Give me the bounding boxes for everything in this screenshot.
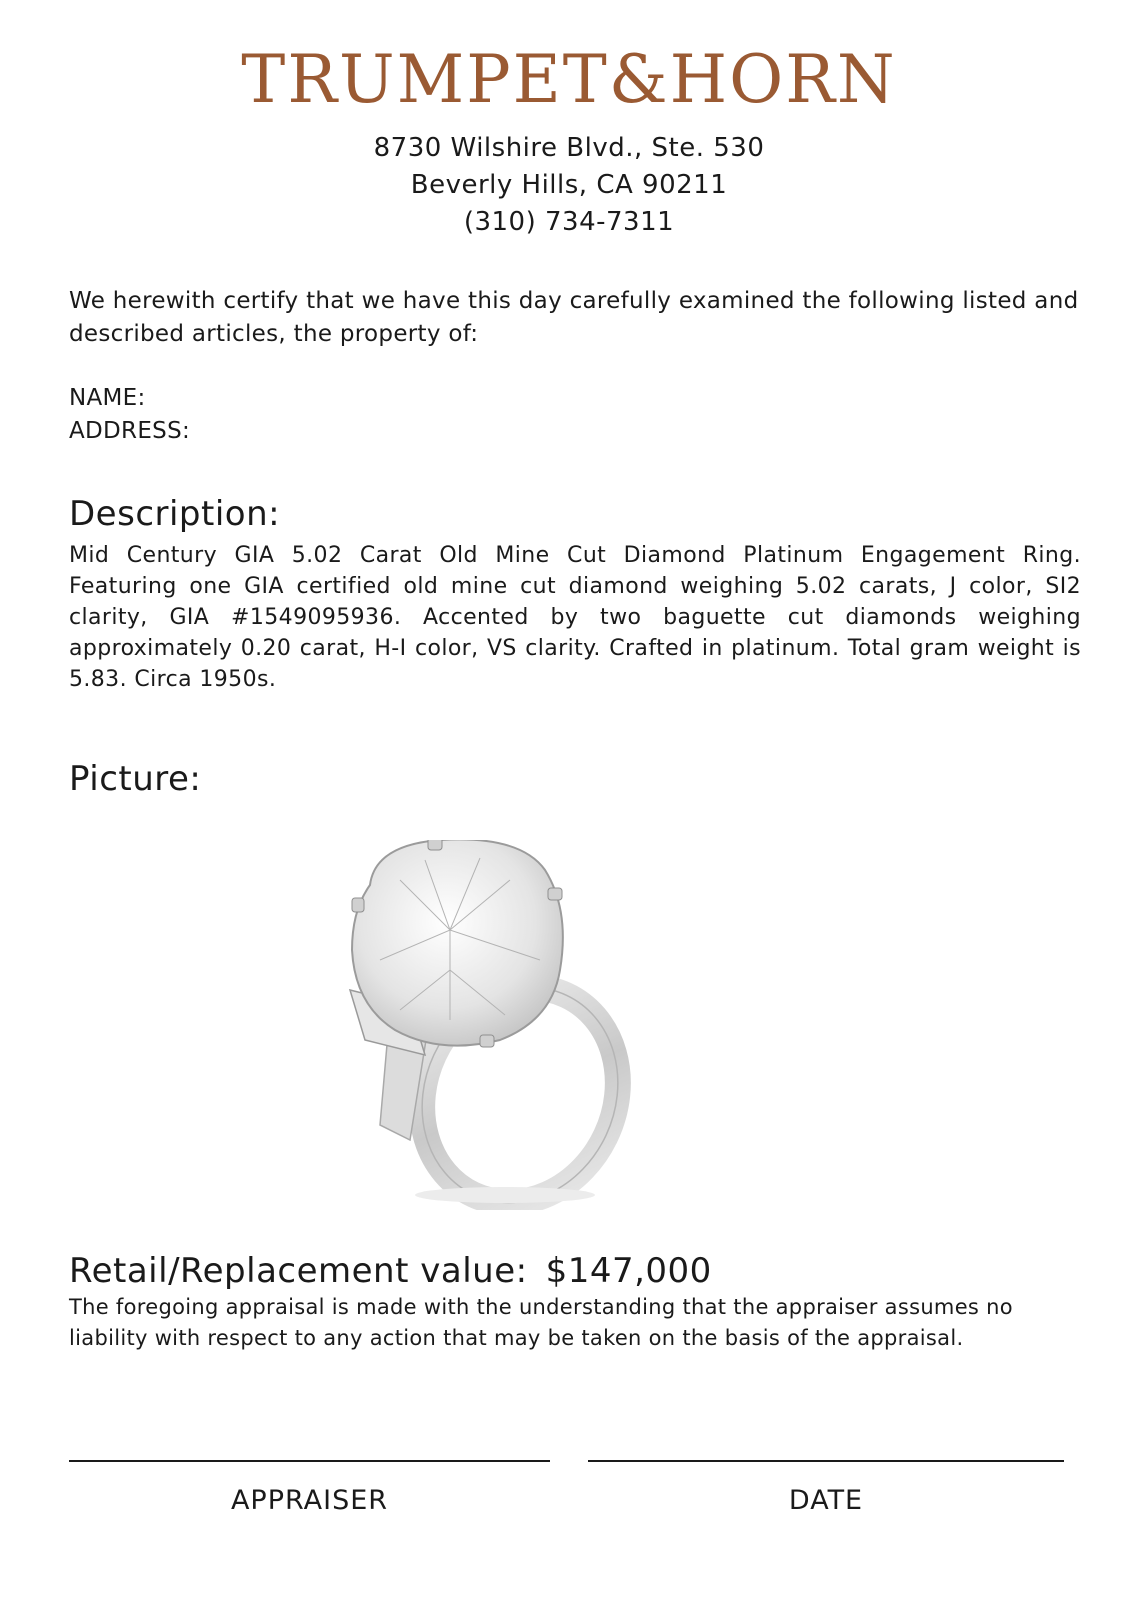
- description-heading: Description:: [69, 494, 281, 534]
- name-label: NAME:: [69, 385, 146, 411]
- brand-logo: TRUMPET&HORN: [241, 41, 897, 118]
- date-label: DATE: [788, 1485, 864, 1516]
- valuation-amount: $147,000: [545, 1251, 712, 1291]
- certification-intro: We herewith certify that we have this day carefully examined the following listed and described articles, the property of:: [69, 288, 1079, 347]
- description-text: Mid Century GIA 5.02 Carat Old Mine Cut Diamond Platinum Engagement Ring. Featuring one GIA certified old mine cut diamond weighing 5.02 carats, J color, SI2 clarity, GIA #1549095936. Accented by two baguette cut diamonds weighing approximately 0.20 carat, H-I color, VS clarity. Crafted in platinum. Total gram weight is 5.83. Circa 1950s.: [69, 543, 1081, 692]
- appraiser-label: APPRAISER: [230, 1485, 389, 1516]
- address-line-2: Beverly Hills, CA 90211: [410, 170, 728, 200]
- appraiser-signature-line: [69, 1460, 550, 1462]
- address-line-1: 8730 Wilshire Blvd., Ste. 530: [373, 133, 765, 163]
- valuation-label: Retail/Replacement value:: [69, 1251, 528, 1291]
- date-signature-line: [588, 1460, 1064, 1462]
- address-label: ADDRESS:: [69, 418, 191, 444]
- diamond-ring-icon: [330, 840, 660, 1210]
- picture-heading: Picture:: [69, 759, 202, 799]
- valuation-row: [69, 1251, 712, 1291]
- phone-number: (310) 734-7311: [463, 207, 675, 237]
- disclaimer-text: The foregoing appraisal is made with the understanding that the appraiser assumes no liability with respect to any action that may be taken on the basis of the appraisal.: [69, 1295, 1013, 1350]
